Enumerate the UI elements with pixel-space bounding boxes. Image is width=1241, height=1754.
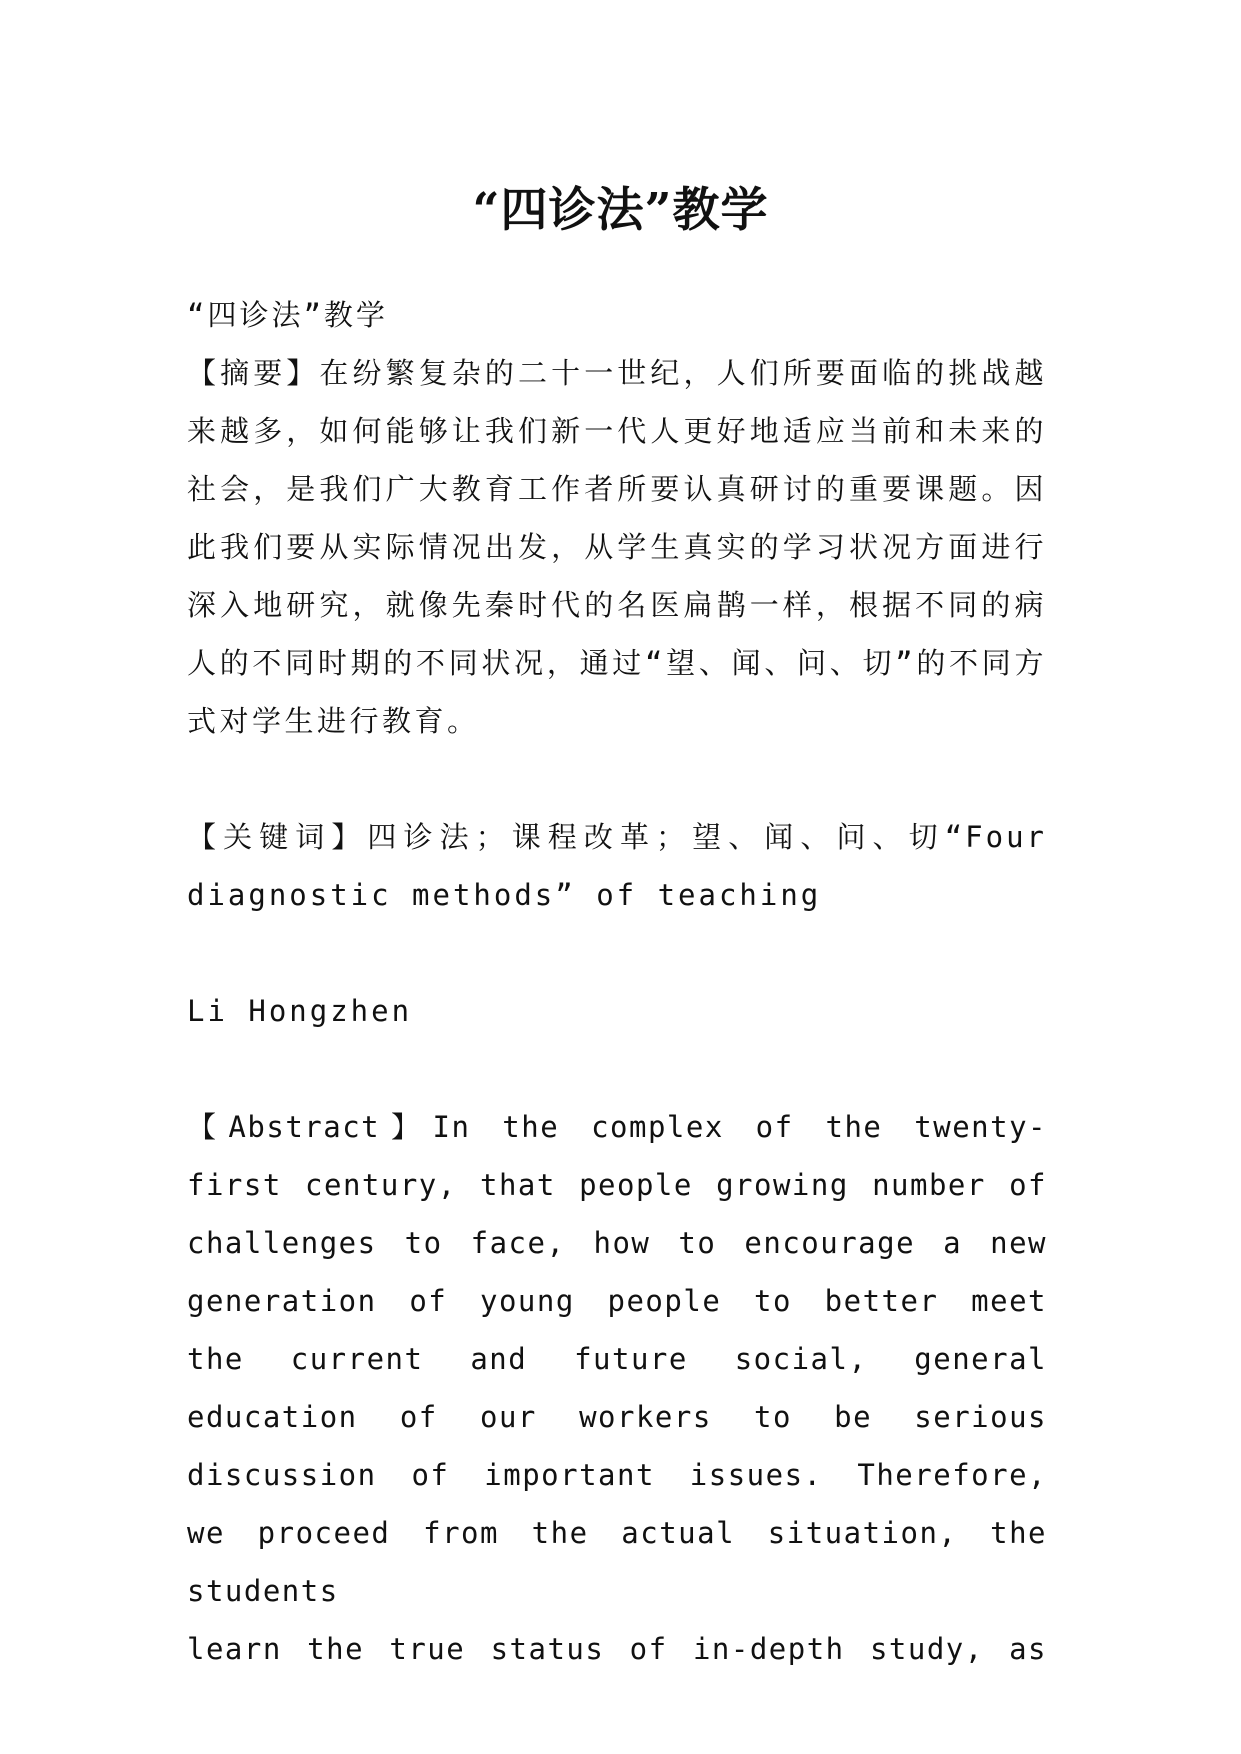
chinese-abstract: 【摘要】在纷繁复杂的二十一世纪，人们所要面临的挑战越来越多，如何能够让我们新一代人更好地适应当前和未来的社会，是我们广大教育工作者所要认真研讨的重要课题。因此我们要从实际情况出发，从学生真实的学习状况方面进行深入地研究，就像先秦时代的名医扁鹊一样，根据不同的病人的不同时期的不同状况，通过“望、闻、问、切”的不同方式对学生进行教育。 <box>187 356 1047 738</box>
document-title: “四诊法”教学 <box>472 183 769 239</box>
author-name: Li Hongzhen <box>187 994 413 1028</box>
document-subtitle: “四诊法”教学 <box>187 298 388 332</box>
english-abstract-body: 【Abstract】In the complex of the twenty-first century, that people growing number of challenges to face, how to encourage a new generation of young people to better meet the current and future social, general education of our workers to be serious discussion of important issues. Therefore, we proceed from the actual situation, the students <box>187 1110 1047 1608</box>
english-abstract <box>187 1098 1047 1678</box>
keywords-paragraph: 【关键词】四诊法；课程改革；望、闻、问、切“Four diagnostic methods” of teaching <box>187 820 1047 912</box>
english-abstract-last-line: learn the true status of in-depth study, as <box>187 1632 1047 1666</box>
